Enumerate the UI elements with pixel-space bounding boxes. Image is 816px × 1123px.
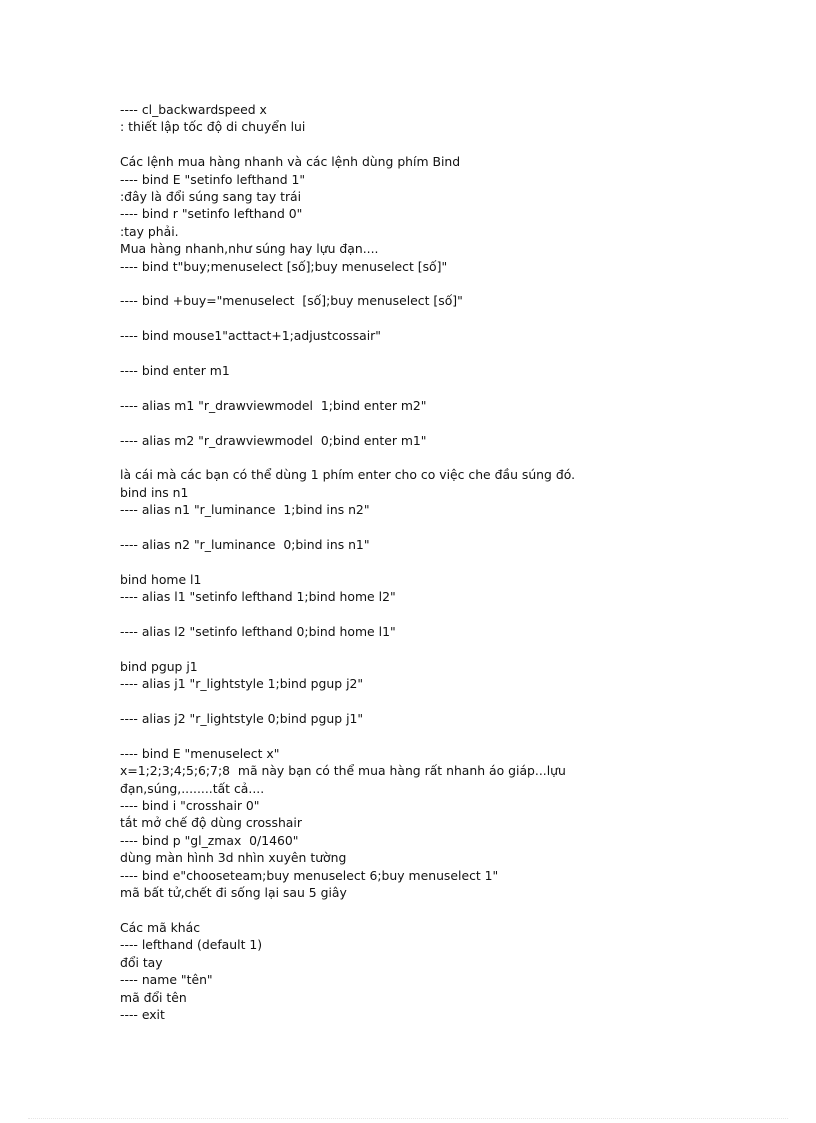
document-body xyxy=(120,101,780,1023)
text-line: bind home l1 xyxy=(120,571,202,587)
text-line: Các lệnh mua hàng nhanh và các lệnh dùng phím Bind xyxy=(120,154,461,170)
text-line: ---- bind enter m1 xyxy=(120,363,230,379)
text-line: ---- alias l1 "setinfo lefthand 1;bind home l2" xyxy=(120,589,396,605)
text-line: bind pgup j1 xyxy=(120,658,198,674)
text-line xyxy=(120,414,780,431)
text-line: ---- exit xyxy=(120,1006,165,1022)
text-line: : thiết lập tốc độ di chuyển lui xyxy=(120,119,306,135)
text-line: bind ins n1 xyxy=(120,484,189,500)
text-line: ---- bind E "setinfo lefthand 1" xyxy=(120,171,306,187)
text-line xyxy=(120,519,780,536)
text-line xyxy=(120,901,780,918)
text-line: ---- alias l2 "setinfo lefthand 0;bind home l1" xyxy=(120,624,396,640)
text-line xyxy=(120,727,780,744)
text-line: ---- alias j2 "r_lightstyle 0;bind pgup j1" xyxy=(120,711,364,727)
text-line: ---- cl_backwardspeed x xyxy=(120,102,267,117)
text-line: dùng màn hình 3d nhìn xuyên tường xyxy=(120,850,347,866)
text-line: ---- lefthand (default 1) xyxy=(120,937,263,953)
text-line: ---- bind p "gl_zmax 0/1460" xyxy=(120,832,299,848)
text-line: ---- bind t"buy;menuselect [số];buy menuselect [số]" xyxy=(120,258,448,274)
text-line xyxy=(120,553,780,570)
text-line xyxy=(120,136,780,153)
text-line: tắt mở chế độ dùng crosshair xyxy=(120,815,302,831)
text-line: ---- bind e"chooseteam;buy menuselect 6;buy menuselect 1" xyxy=(120,867,499,883)
text-line: ---- bind E "menuselect x" xyxy=(120,745,280,761)
text-line: :tay phải. xyxy=(120,223,179,239)
text-line: ---- bind i "crosshair 0" xyxy=(120,798,260,814)
text-line: :đây là đổi súng sang tay trái xyxy=(120,189,302,205)
text-line: ---- alias n1 "r_luminance 1;bind ins n2" xyxy=(120,502,370,518)
text-line xyxy=(120,275,780,292)
text-line xyxy=(120,640,780,657)
text-line: ---- bind r "setinfo lefthand 0" xyxy=(120,206,303,222)
text-line: mã bất tử,chết đi sống lại sau 5 giây xyxy=(120,885,347,901)
text-line xyxy=(120,449,780,466)
text-line: mã đổi tên xyxy=(120,989,187,1005)
text-line xyxy=(120,606,780,623)
text-line: là cái mà các bạn có thể dùng 1 phím enter cho co việc che đầu súng đó. xyxy=(120,467,576,483)
text-line: ---- alias j1 "r_lightstyle 1;bind pgup j2" xyxy=(120,676,364,692)
text-line: ---- bind +buy="menuselect [số];buy menuselect [số]" xyxy=(120,293,463,309)
text-line xyxy=(120,379,780,396)
text-line: Mua hàng nhanh,như súng hay lựu đạn.... xyxy=(120,241,379,257)
text-line: ---- bind mouse1"acttact+1;adjustcossair" xyxy=(120,328,381,344)
text-line xyxy=(120,693,780,710)
text-line: ---- alias m1 "r_drawviewmodel 1;bind enter m2" xyxy=(120,397,427,413)
text-line: đổi tay xyxy=(120,954,163,970)
text-line: Các mã khác xyxy=(120,919,201,935)
text-line: đạn,súng,........tất cả.... xyxy=(120,780,265,796)
page-bottom-divider xyxy=(28,1118,788,1119)
text-line xyxy=(120,310,780,327)
text-line: ---- name "tên" xyxy=(120,972,213,988)
text-line: ---- alias m2 "r_drawviewmodel 0;bind enter m1" xyxy=(120,432,427,448)
text-line: x=1;2;3;4;5;6;7;8 mã này bạn có thể mua hàng rất nhanh áo giáp...lựu xyxy=(120,763,566,779)
text-line xyxy=(120,345,780,362)
text-line: ---- alias n2 "r_luminance 0;bind ins n1" xyxy=(120,537,370,553)
